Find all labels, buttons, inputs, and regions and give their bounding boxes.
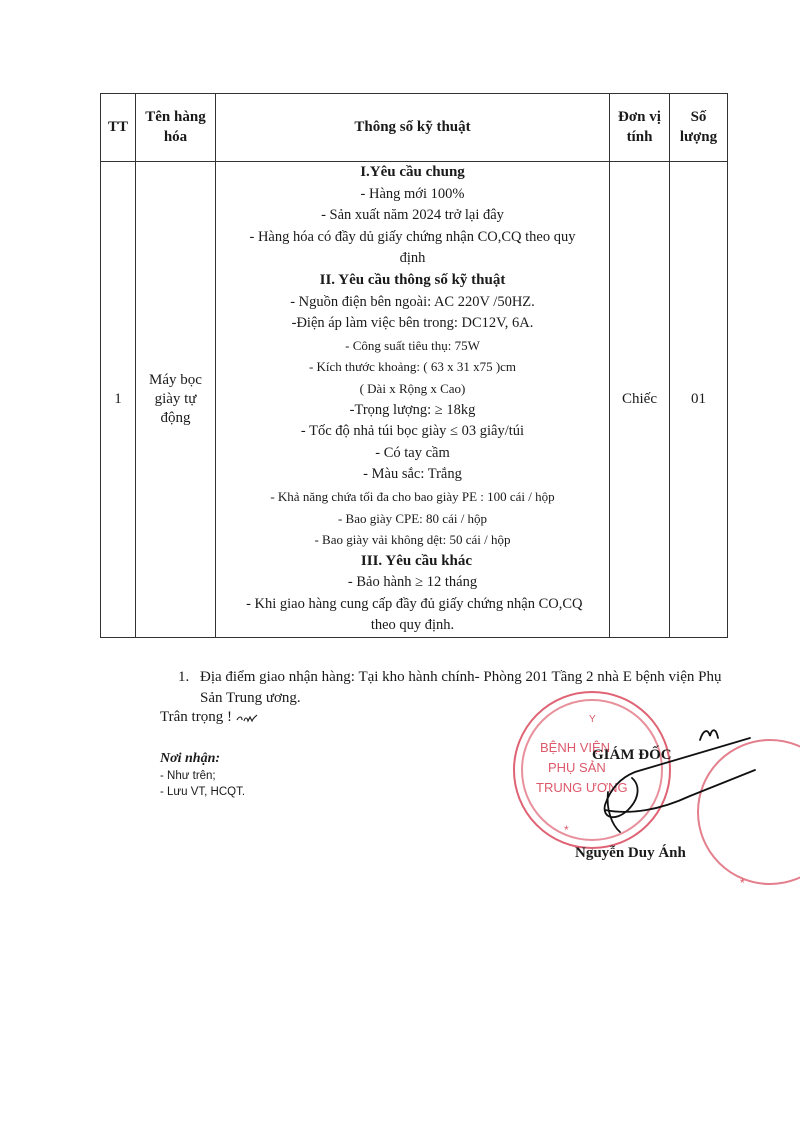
closing-regards [160, 709, 258, 726]
recipient-item: - Lưu VT, HCQT. [160, 786, 246, 798]
cell-name: Máy bọc giày tự động [136, 162, 216, 638]
cell-tt: 1 [101, 162, 136, 638]
header-unit: Đơn vị tính [610, 94, 670, 162]
delivery-number: 1. [178, 669, 190, 685]
spec-line: - Kích thước khoảng: ( 63 x 31 x75 )cm [308, 359, 517, 375]
spec-line: - Công suất tiêu thụ: 75W [345, 337, 480, 353]
spec-section-3-title: III. Yêu cầu khác [360, 552, 473, 569]
cell-spec [216, 162, 610, 638]
spec-line: theo quy định. [370, 617, 455, 634]
header-spec: Thông số kỹ thuật [216, 94, 610, 162]
header-qty: Số lượng [670, 94, 728, 162]
table-header-row [101, 94, 728, 162]
table-row [101, 162, 728, 638]
director-signature [560, 700, 760, 840]
spec-line: - Bao giày CPE: 80 cái / hộp [337, 510, 488, 526]
spec-line: - Tốc độ nhả túi bọc giày ≤ 03 giây/túi [300, 423, 525, 440]
recipient-item: - Như trên; [160, 770, 216, 782]
spec-table [100, 93, 728, 638]
header-name: Tên hàng hóa [136, 94, 216, 162]
spec-line: - Bảo hành ≥ 12 tháng [347, 574, 478, 591]
spec-line: - Có tay cầm [375, 444, 450, 461]
svg-text:*: * [740, 876, 745, 890]
spec-section-2-title: II. Yêu cầu thông số kỹ thuật [319, 271, 506, 288]
spec-line: - Màu sắc: Trắng [363, 466, 462, 483]
spec-line: - Hàng hóa có đầy dủ giấy chứng nhận CO,CQ theo quy [249, 228, 576, 245]
director-name: Nguyễn Duy Ánh [575, 845, 686, 861]
delivery-text: Địa điểm giao nhận hàng: Tại kho hành chính- Phòng 201 Tầng 2 nhà E bệnh viện Phụ Sản Trung ương. [200, 669, 722, 706]
stamp-line-2: PHỤ SẢN [548, 760, 606, 775]
spec-line: -Trọng lượng: ≥ 18kg [349, 401, 476, 418]
stamp-line-1: BỆNH VIỆN [540, 740, 611, 755]
spec-line: - Bao giày vải không dệt: 50 cái / hộp [314, 532, 511, 548]
stamp-line-3: TRUNG ƯƠNG [536, 780, 628, 795]
spec-line: - Nguồn điện bên ngoài: AC 220V /50HZ. [290, 293, 535, 310]
initials-mark [236, 713, 258, 723]
svg-text:Y: Y [589, 714, 596, 725]
director-title: GIÁM ĐỐC [592, 747, 672, 763]
svg-text:*: * [564, 823, 569, 837]
spec-line: ( Dài x Rộng x Cao) [359, 380, 466, 396]
regards-text: Trân trọng ! [160, 709, 232, 725]
cell-unit: Chiếc [610, 162, 670, 638]
spec-section-1-title: I.Yêu cầu chung [360, 164, 465, 180]
spec-line: - Khả năng chứa tối đa cho bao giày PE : 100 cái / hộp [270, 488, 555, 504]
spec-line: -Điện áp làm việc bên trong: DC12V, 6A. [291, 315, 534, 332]
cell-qty: 01 [670, 162, 728, 638]
header-tt: TT [101, 94, 136, 162]
recipients-block [160, 750, 245, 800]
spec-line: định [399, 250, 426, 267]
spec-line: - Hàng mới 100% [360, 185, 465, 202]
recipients-title: Nơi nhận: [160, 751, 221, 766]
spec-line: - Sản xuất năm 2024 trở lại đây [321, 207, 504, 224]
spec-line: - Khi giao hàng cung cấp đầy đủ giấy chứng nhận CO,CQ [242, 595, 583, 612]
